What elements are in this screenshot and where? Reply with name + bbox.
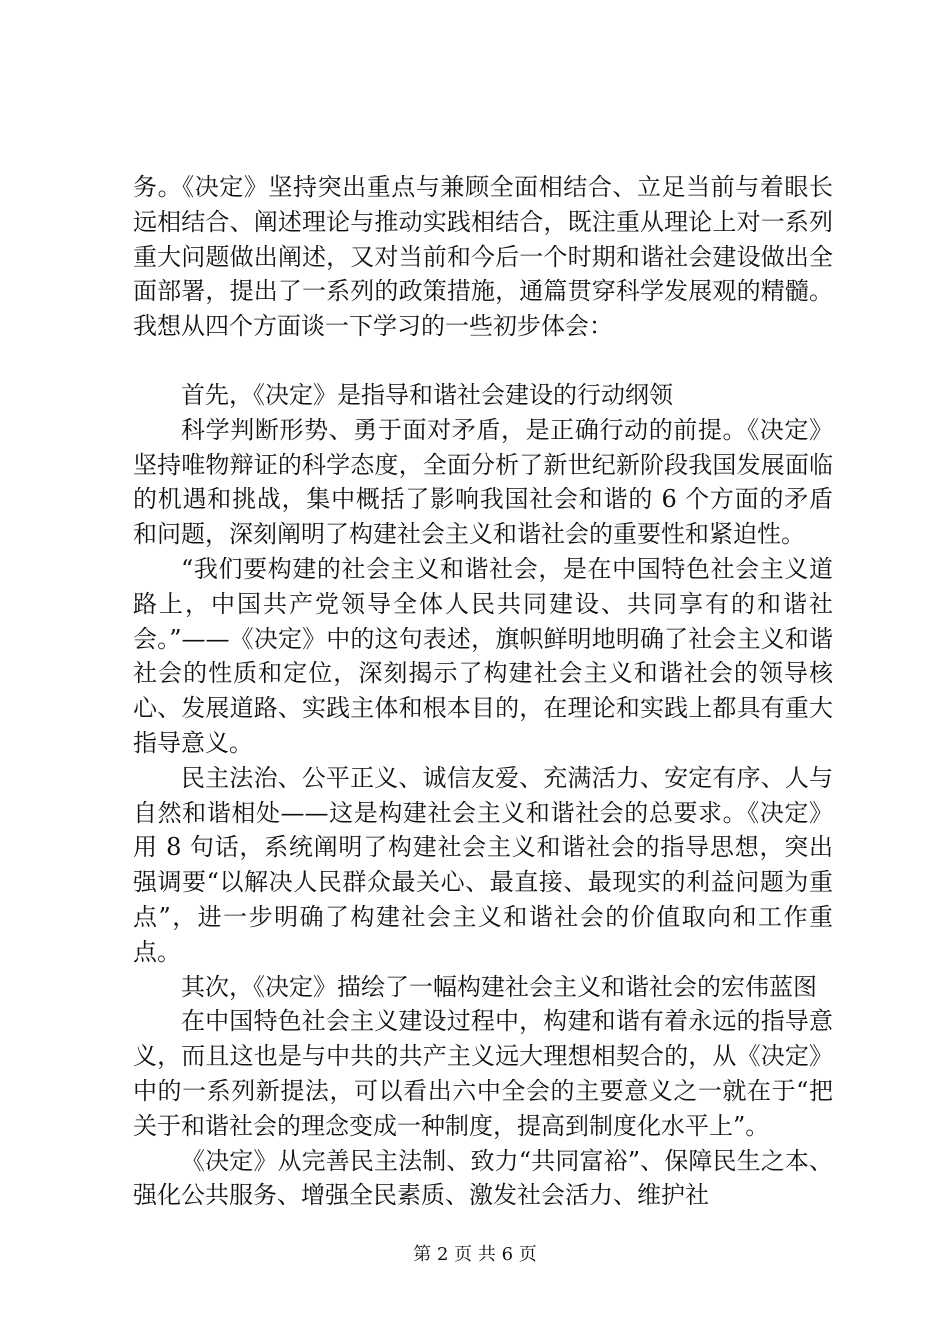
paragraph-1: 科学判断形势、勇于面对矛盾，是正确行动的前提。《决定》坚持唯物辩证的科学态度，全面分析了新世纪新阶段我国发展面临的机遇和挑战，集中概括了影响我国社会和谐的 6 个方面的矛盾和问题，深刻阐明了构建社会主义和谐社会的重要性和紧迫性。 xyxy=(133,415,833,549)
page-footer xyxy=(0,1243,950,1267)
page-number-label: 第 2 页 共 6 页 xyxy=(413,1244,537,1265)
paragraph-2: “我们要构建的社会主义和谐社会，是在中国特色社会主义道路上，中国共产党领导全体人民共同建设、共同享有的和谐社会。”——《决定》中的这句表述，旗帜鲜明地明确了社会主义和谐社会的性质和定位，深刻揭示了构建社会主义和谐社会的领导核心、发展道路、实践主体和根本目的，在理论和实践上都具有重大指导意义。 xyxy=(133,554,833,757)
paragraph-4: 在中国特色社会主义建设过程中，构建和谐有着永远的指导意义，而且这也是与中共的共产主义远大理想相契合的，从《决定》中的一系列新提法，可以看出六中全会的主要意义之一就在于“把关于和谐社会的理念变成一种制度，提高到制度化水平上”。 xyxy=(133,1007,833,1140)
section-heading-second: 其次，《决定》描绘了一幅构建社会主义和谐社会的宏伟蓝图 xyxy=(181,972,817,1001)
document-body xyxy=(133,170,833,1213)
paragraph-3: 民主法治、公平正义、诚信友爱、充满活力、安定有序、人与自然和谐相处——这是构建社会主义和谐社会的总要求。《决定》用 8 句话，系统阐明了构建社会主义和谐社会的指导思想，突出强调要“以解决人民群众最关心、最直接、最现实的利益问题为重点”，进一步明确了构建社会主义和谐社会的价值取向和工作重点。 xyxy=(133,763,833,966)
paragraph-5: 《决定》从完善民主法制、致力“共同富裕”、保障民生之本、强化公共服务、增强全民素质、激发社会活力、维护社 xyxy=(133,1146,833,1210)
paragraph-continued: 务。《决定》坚持突出重点与兼顾全面相结合、立足当前与着眼长远相结合、阐述理论与推动实践相结合，既注重从理论上对一系列重大问题做出阐述，又对当前和今后一个时期和谐社会建设做出全面部署，提出了一系列的政策措施，通篇贯穿科学发展观的精髓。我想从四个方面谈一下学习的一些初步体会： xyxy=(133,173,833,341)
section-heading-first: 首先，《决定》是指导和谐社会建设的行动纲领 xyxy=(181,380,673,409)
